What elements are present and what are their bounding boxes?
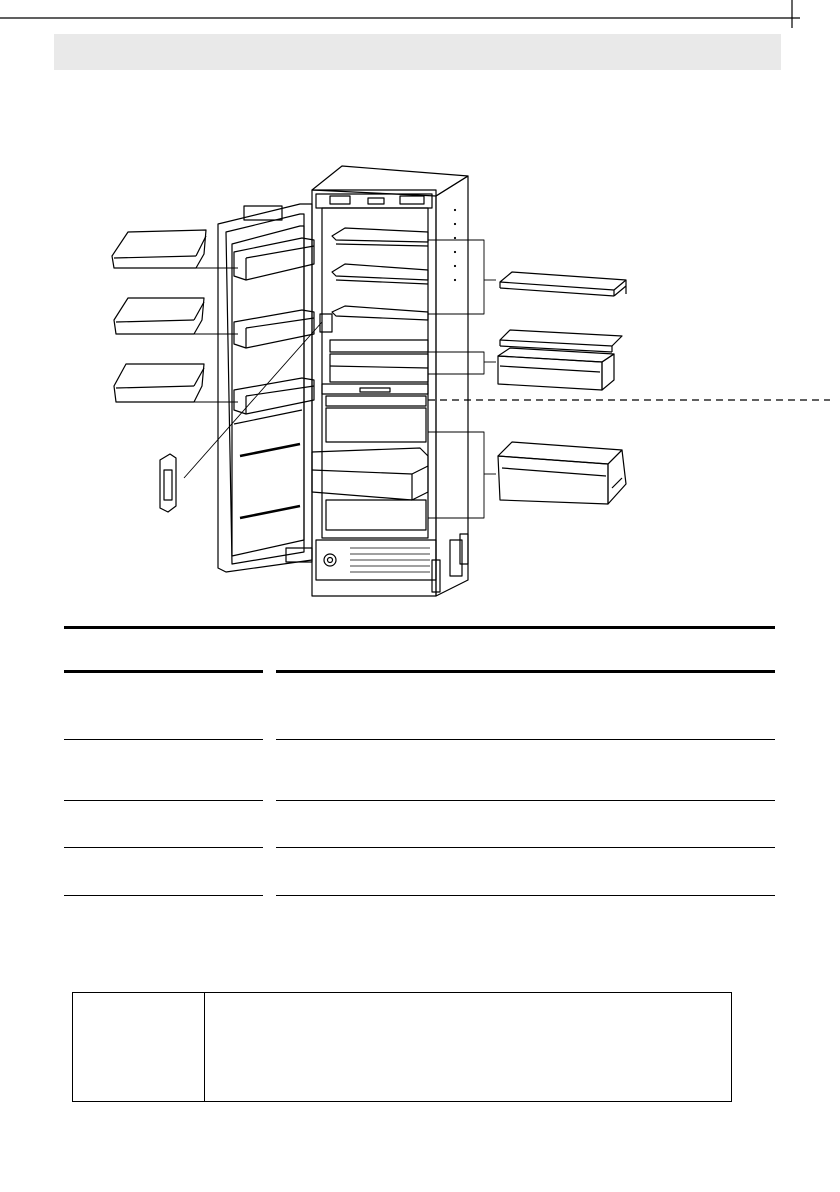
table-row-rule-right: [276, 739, 775, 740]
table-header-rule-left: [64, 670, 263, 673]
door-balcony-3: [114, 364, 204, 402]
table-row-rule-left: [64, 847, 263, 848]
freezer-drawer-part: [498, 442, 626, 504]
door-clip-part: [160, 454, 176, 512]
note-divider: [204, 993, 205, 1101]
door-balcony-1: [112, 230, 206, 268]
table-row-rule-right: [276, 800, 775, 801]
table-row-rule-left: [64, 800, 263, 801]
door-balcony-2: [114, 298, 204, 334]
fridge-cabinet: [312, 166, 468, 596]
table-row-rule-right: [276, 847, 775, 848]
table-header-rule-right: [276, 670, 775, 673]
table-row-rule-left: [64, 739, 263, 740]
fridge-door: [218, 204, 332, 572]
table-bottom-rule-left: [64, 895, 263, 896]
glass-shelf-part: [500, 272, 626, 296]
table-bottom-rule-right: [276, 895, 775, 896]
table-top-rule: [64, 626, 775, 629]
note-box: [72, 992, 732, 1102]
crisper-drawer-part: [498, 348, 614, 390]
